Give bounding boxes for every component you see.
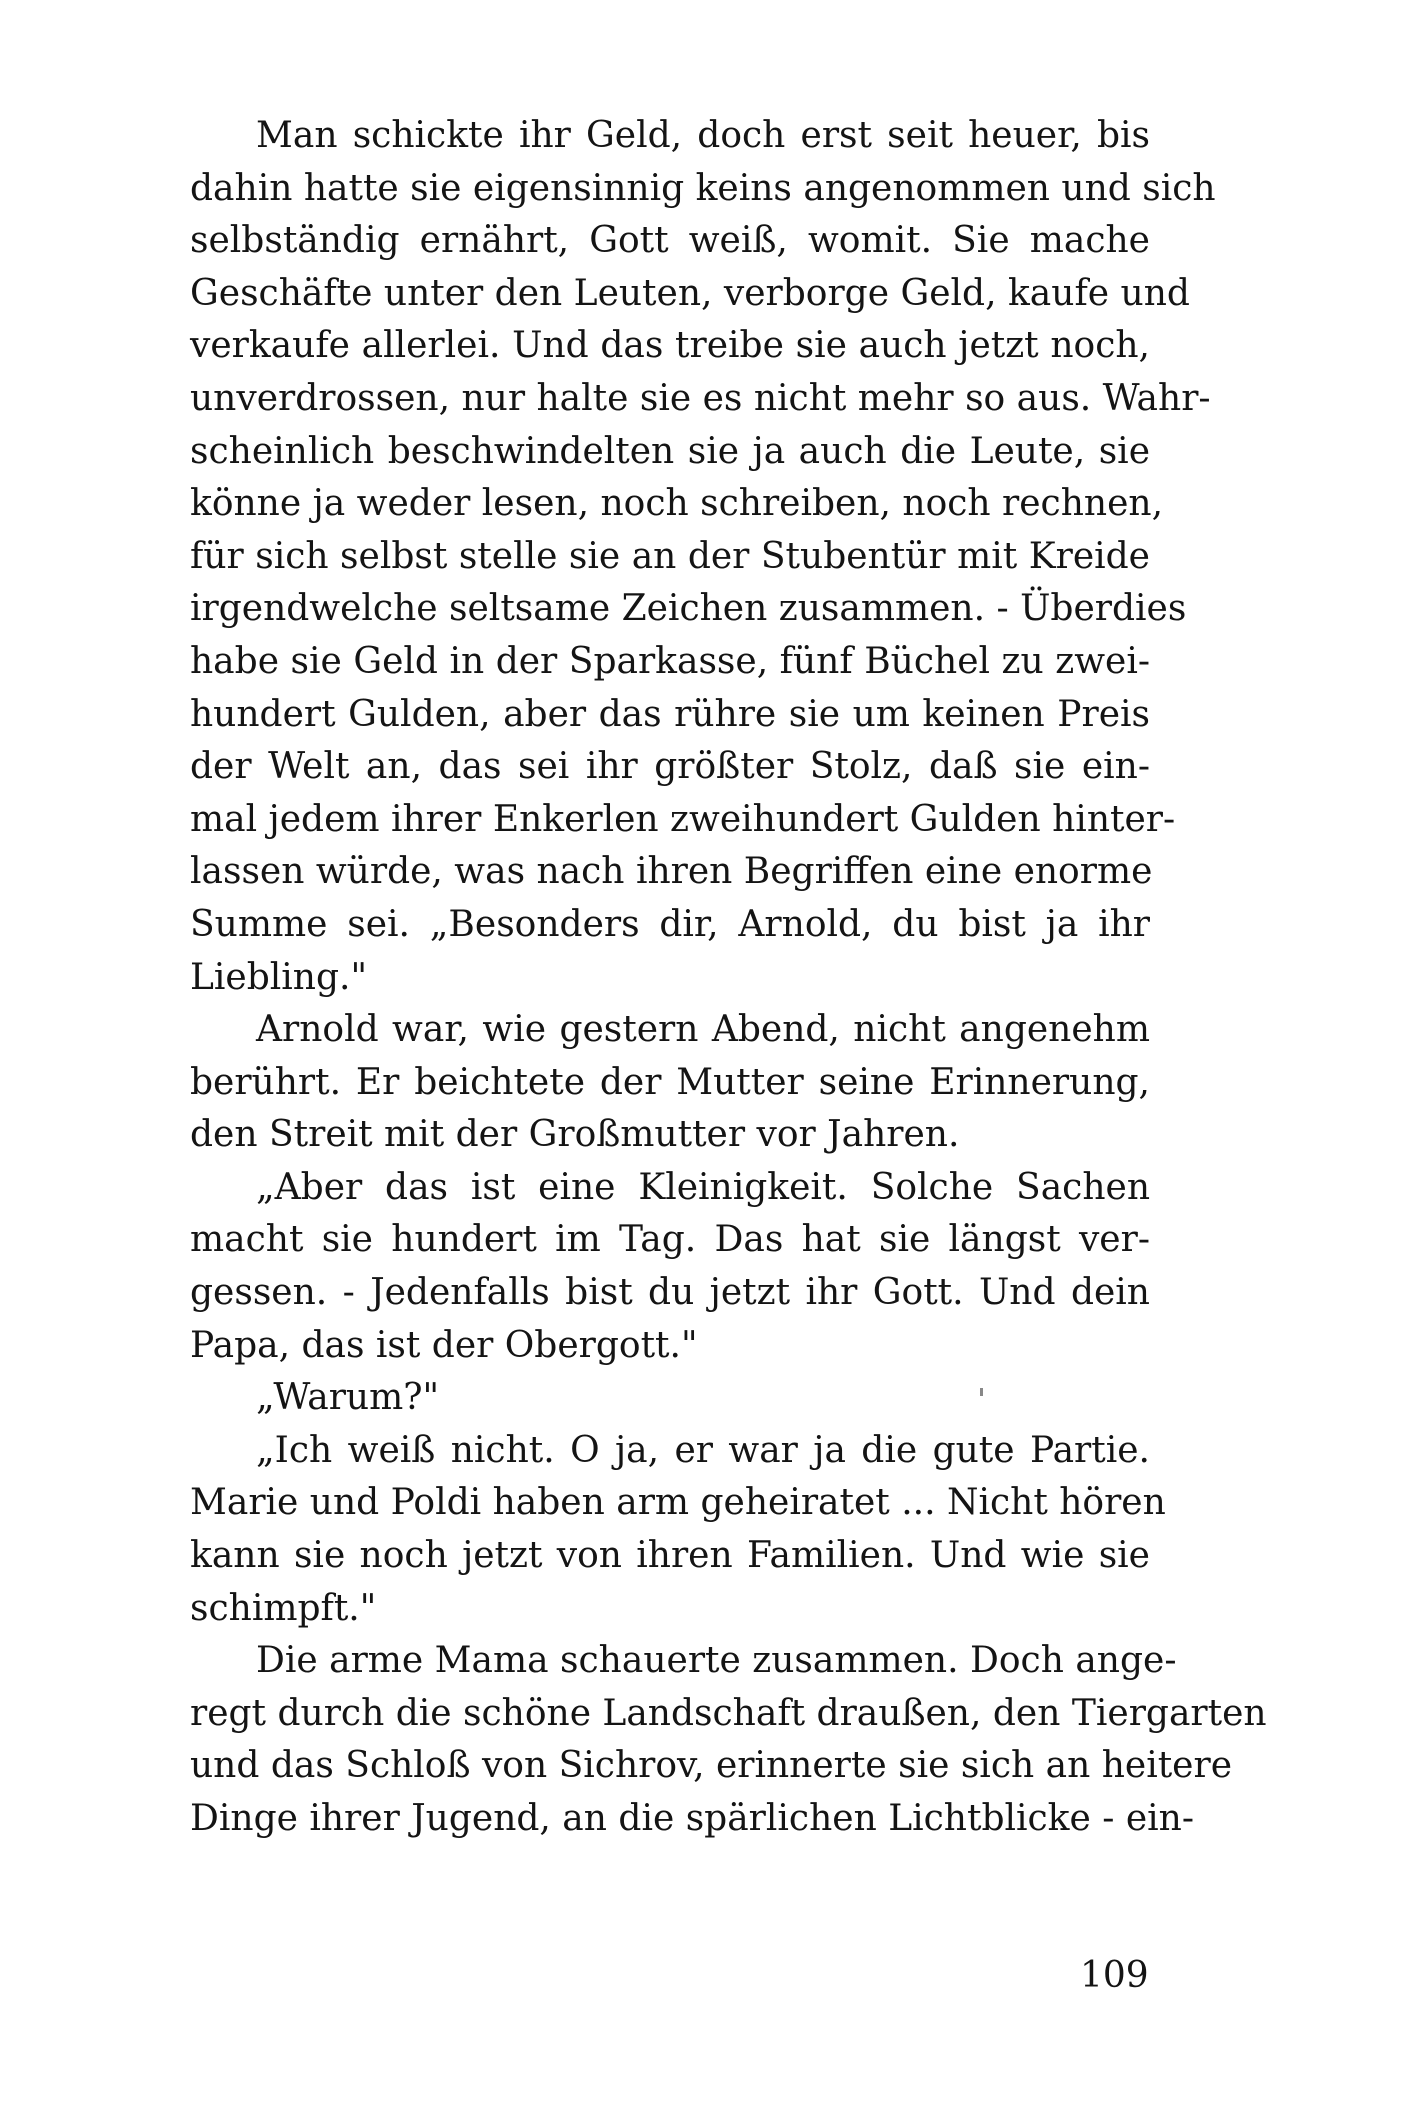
text-line: [190, 426, 1150, 479]
paper-speck: [980, 1388, 983, 1396]
text-line-content: verkaufe allerlei. Und das treibe sie auch jetzt noch,: [190, 325, 1150, 367]
text-line: [190, 268, 1190, 321]
text-line-content: selbständig ernährt, Gott weiß, womit. Sie mache: [190, 220, 1150, 262]
page-number: 109: [1080, 1955, 1149, 1996]
text-line-content: Liebling.": [190, 956, 368, 998]
text-line-content: hundert Gulden, aber das rühre sie um keinen Preis: [190, 693, 1150, 735]
text-line-content: Marie und Poldi haben arm geheiratet ... Nicht hören: [190, 1482, 1166, 1524]
text-line-content: und das Schloß von Sichrov, erinnerte sie sich an heitere: [190, 1745, 1232, 1787]
text-line: [190, 689, 1150, 742]
text-line-content: „Ich weiß nicht. O ja, er war ja die gute Partie.: [256, 1429, 1150, 1471]
text-line: [190, 163, 1216, 216]
text-line-content: Die arme Mama schauerte zusammen. Doch ange-: [256, 1640, 1177, 1682]
text-line-content: regt durch die schöne Landschaft draußen, den Tiergarten: [190, 1692, 1267, 1734]
text-line-content: unverdrossen, nur halte sie es nicht mehr so aus. Wahr-: [190, 377, 1211, 419]
text-line-content: gessen. - Jedenfalls bist du jetzt ihr Gott. Und dein: [190, 1272, 1150, 1314]
text-line: [190, 110, 1150, 163]
text-line: [190, 1004, 1150, 1057]
text-line-content: für sich selbst stelle sie an der Stubentür mit Kreide: [190, 535, 1150, 577]
text-line: [190, 1583, 1150, 1636]
text-line-content: der Welt an, das sei ihr größter Stolz, daß sie ein-: [190, 746, 1150, 788]
text-line-content: berührt. Er beichtete der Mutter seine Erinnerung,: [190, 1061, 1150, 1103]
text-line: [190, 1214, 1150, 1267]
text-line: [190, 1793, 1195, 1846]
text-line-content: lassen würde, was nach ihren Begriffen eine enorme: [190, 851, 1153, 893]
text-line: [190, 846, 1153, 899]
text-line: [190, 531, 1150, 584]
text-line-content: den Streit mit der Großmutter vor Jahren.: [190, 1114, 960, 1156]
text-line: [190, 1425, 1150, 1478]
text-line-content: habe sie Geld in der Sparkasse, fünf Büchel zu zwei-: [190, 640, 1150, 682]
text-line: [190, 1688, 1267, 1741]
text-line-content: „Warum?": [256, 1377, 440, 1419]
text-line-content: kann sie noch jetzt von ihren Familien. Und wie sie: [190, 1535, 1150, 1577]
text-line-content: Summe sei. „Besonders dir, Arnold, du bist ja ihr: [190, 903, 1150, 945]
text-line-content: scheinlich beschwindelten sie ja auch die Leute, sie: [190, 430, 1150, 472]
text-line: [190, 1267, 1150, 1320]
text-line-content: macht sie hundert im Tag. Das hat sie längst ver-: [190, 1219, 1150, 1261]
text-line: [190, 1109, 1150, 1162]
text-line: [190, 583, 1187, 636]
text-line: [190, 1740, 1232, 1793]
text-line: [190, 1162, 1150, 1215]
text-line: [190, 1635, 1177, 1688]
text-line: [190, 952, 1150, 1005]
text-line: [190, 1057, 1150, 1110]
text-line: [190, 1320, 1150, 1373]
text-line-content: Arnold war, wie gestern Abend, nicht angenehm: [256, 1009, 1150, 1051]
text-line-content: mal jedem ihrer Enkerlen zweihundert Gulden hinter-: [190, 798, 1176, 840]
text-line-content: Geschäfte unter den Leuten, verborge Geld, kaufe und: [190, 272, 1190, 314]
text-line: [190, 1477, 1166, 1530]
text-line: [190, 741, 1150, 794]
text-line: [190, 320, 1150, 373]
text-line: [190, 373, 1211, 426]
text-line: [190, 1530, 1150, 1583]
text-line: [190, 1372, 1150, 1425]
text-line-content: Man schickte ihr Geld, doch erst seit heuer, bis: [256, 115, 1150, 156]
text-line-content: „Aber das ist eine Kleinigkeit. Solche Sachen: [256, 1166, 1150, 1208]
text-line: [190, 215, 1150, 268]
text-line: [190, 899, 1150, 952]
text-line: [190, 636, 1150, 689]
text-line-content: Dinge ihrer Jugend, an die spärlichen Lichtblicke - ein-: [190, 1798, 1195, 1839]
text-line-content: könne ja weder lesen, noch schreiben, noch rechnen,: [190, 483, 1164, 525]
text-line-content: Papa, das ist der Obergott.": [190, 1324, 698, 1366]
text-line: [190, 478, 1164, 531]
text-line-content: dahin hatte sie eigensinnig keins angenommen und sich: [190, 167, 1216, 209]
text-line-content: schimpft.": [190, 1587, 377, 1629]
body-text: [190, 110, 1267, 1846]
text-line-content: irgendwelche seltsame Zeichen zusammen. - Überdies: [190, 588, 1187, 630]
text-line: [190, 794, 1176, 847]
